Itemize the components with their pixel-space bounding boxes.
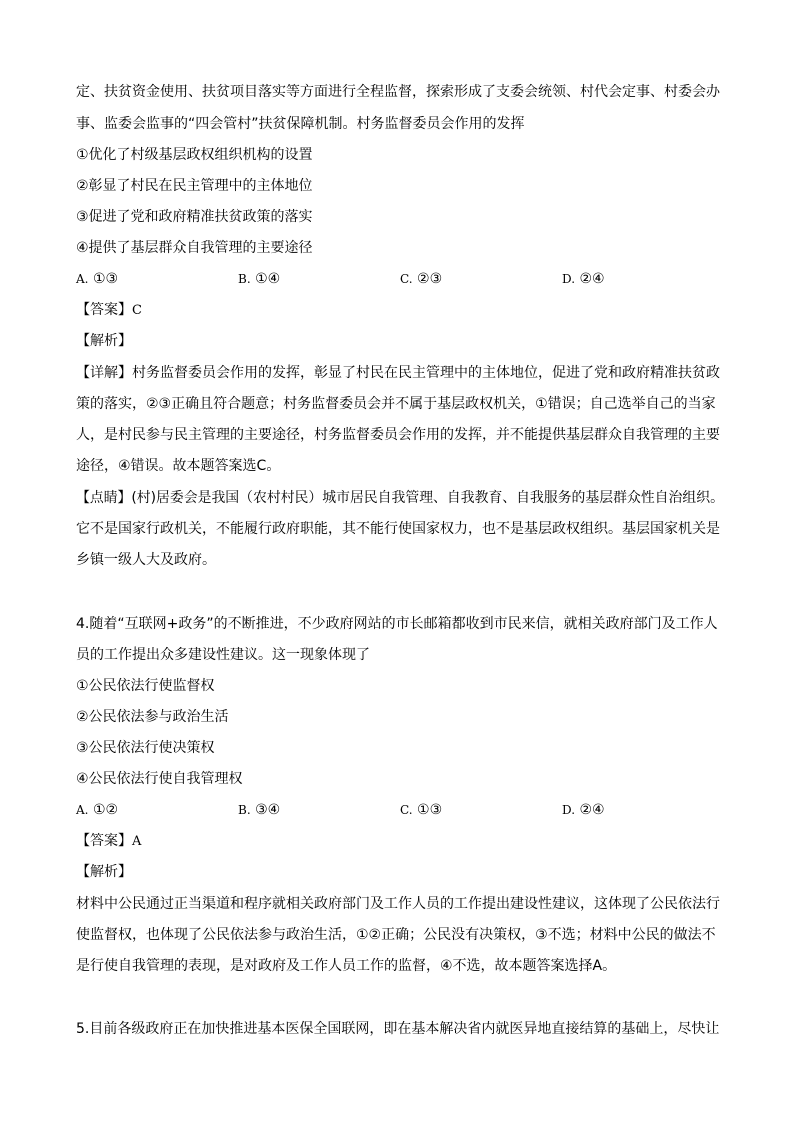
q4-item-1: ①公民依法行使监督权 — [76, 678, 215, 694]
q3-option-c: C. ②③ — [400, 271, 443, 287]
q3-item-3: ③促进了党和政府精准扶贫政策的落实 — [76, 209, 313, 225]
q3-item-2: ②彰显了村民在民主管理中的主体地位 — [76, 178, 313, 194]
q3-item-1: ①优化了村级基层政权组织机构的设置 — [76, 147, 313, 163]
answer-value: A — [132, 834, 142, 849]
q4-option-c: C. ①③ — [400, 802, 443, 818]
q3-stem-line-1: 定、扶贫资金使用、扶贫项目落实等方面进行全程监督，探索形成了支委会统领、村代会定事、村委会办 — [76, 84, 720, 100]
q3-tip-line-1: 【点睛】(村)居委会是我国（农村村民）城市居民自我管理、自我教育、自我服务的基层群众性自治组织。 — [76, 490, 724, 506]
q5-stem-line-1: 5.目前各级政府正在加快推进基本医保全国联网，即在基本解决省内就医异地直接结算的基础上，尽快让 — [76, 1021, 720, 1037]
answer-label: 【答案】 — [76, 833, 132, 849]
q4-item-2: ②公民依法参与政治生活 — [76, 709, 229, 725]
document-page — [76, 0, 724, 1123]
q3-options — [76, 269, 724, 289]
q4-item-3: ③公民依法行使决策权 — [76, 740, 215, 756]
q4-analysis-line-3: 是行使自我管理的表现，是对政府及工作人员工作的监督，④不选，故本题答案选择A。 — [76, 958, 617, 974]
q3-stem-line-2: 事、监委会监事的“四会管村”扶贫保障机制。村务监督委员会作用的发挥 — [76, 116, 525, 132]
q3-detail-line-1: 【详解】村务监督委员会作用的发挥，彰显了村民在民主管理中的主体地位，促进了党和政府精准扶贫政 — [76, 365, 720, 381]
q3-analysis-label: 【解析】 — [76, 333, 132, 349]
q3-detail-line-3: 人，是村民参与民主管理的主要途径，村务监督委员会作用的发挥，并不能提供基层群众自我管理的主要 — [76, 427, 720, 443]
q4-stem-line-1: 4.随着“互联网+政务”的不断推进，不少政府网站的市长邮箱都收到市民来信，就相关政府部门及工作人 — [76, 616, 718, 632]
q4-stem-line-2: 员的工作提出众多建设性建议。这一现象体现了 — [76, 647, 370, 663]
q4-option-d: D. ②④ — [562, 802, 605, 818]
q4-analysis-label: 【解析】 — [76, 864, 132, 880]
answer-label: 【答案】 — [76, 302, 132, 318]
q4-analysis-line-1: 材料中公民通过正当渠道和程序就相关政府部门及工作人员的工作提出建设性建议，这体现了公民依法行 — [76, 896, 720, 912]
q3-item-4: ④提供了基层群众自我管理的主要途径 — [76, 240, 313, 256]
q3-detail-line-2: 策的落实，②③正确且符合题意；村务监督委员会并不属于基层政权机关，①错误；自己选举自己的当家 — [76, 396, 716, 412]
q3-tip-line-2: 它不是国家行政机关，不能履行政府职能，其不能行使国家权力，也不是基层政权组织。基层国家机关是 — [76, 521, 720, 537]
q4-analysis-line-2: 使监督权，也体现了公民依法参与政治生活，①②正确；公民没有决策权，③不选；材料中公民的做法不 — [76, 927, 716, 943]
q3-answer — [76, 300, 142, 320]
answer-value: C — [132, 303, 142, 318]
q3-option-d: D. ②④ — [562, 271, 605, 287]
q3-tip-line-3: 乡镇一级人大及政府。 — [76, 552, 216, 568]
q4-options — [76, 800, 724, 820]
q4-item-4: ④公民依法行使自我管理权 — [76, 771, 243, 787]
q4-option-b: B. ③④ — [238, 802, 281, 818]
q4-option-a: A. ①② — [76, 802, 119, 818]
q3-option-b: B. ①④ — [238, 271, 281, 287]
q3-detail-line-4: 途径，④错误。故本题答案选C。 — [76, 458, 281, 474]
q4-answer — [76, 831, 141, 851]
q3-option-a: A. ①③ — [76, 271, 119, 287]
